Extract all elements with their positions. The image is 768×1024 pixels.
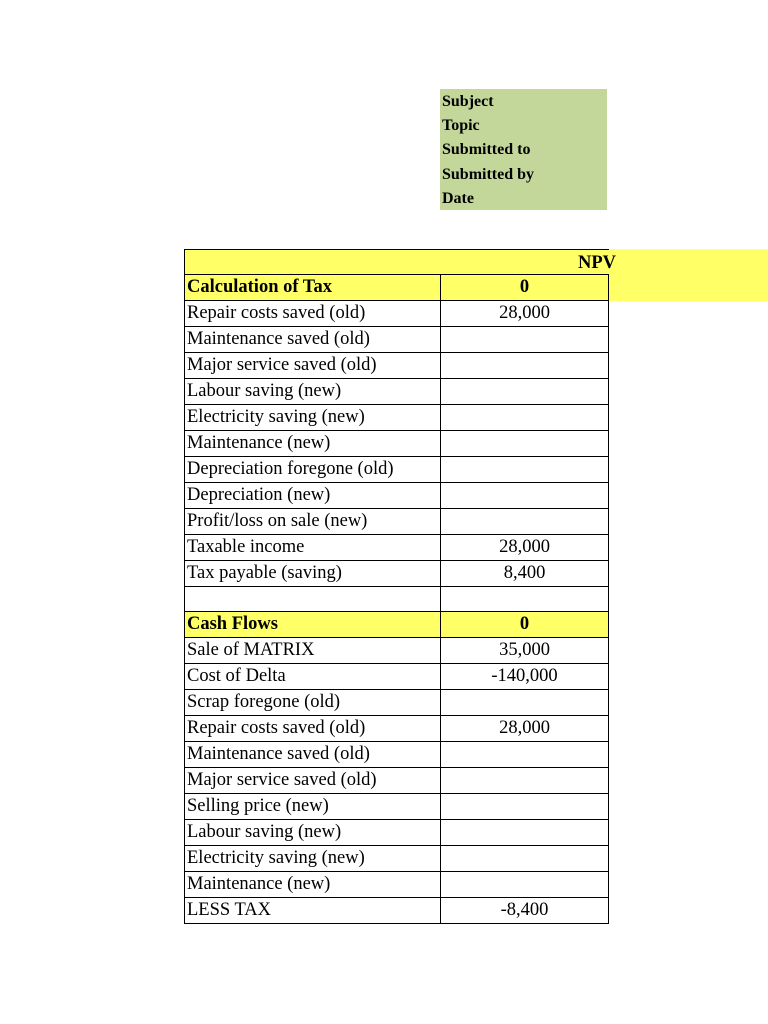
- cash-row: [185, 690, 609, 716]
- cash-row-label[interactable]: Labour saving (new): [185, 820, 441, 846]
- tax-row-value[interactable]: [441, 405, 609, 431]
- tax-row-label[interactable]: Tax payable (saving): [185, 561, 441, 587]
- tax-row-value[interactable]: [441, 353, 609, 379]
- cash-row: [185, 638, 609, 664]
- tax-row: [185, 431, 609, 457]
- cash-row-label[interactable]: Maintenance (new): [185, 872, 441, 898]
- tax-row: [185, 535, 609, 561]
- tax-row: [185, 483, 609, 509]
- cash-row-label[interactable]: Cost of Delta: [185, 664, 441, 690]
- tax-row-label[interactable]: Depreciation foregone (old): [185, 457, 441, 483]
- tax-row-label[interactable]: Repair costs saved (old): [185, 301, 441, 327]
- tax-row: [185, 379, 609, 405]
- tax-row-label[interactable]: Electricity saving (new): [185, 405, 441, 431]
- tax-row-label[interactable]: Major service saved (old): [185, 353, 441, 379]
- tax-row-label[interactable]: [185, 587, 441, 612]
- cash-row-value[interactable]: -8,400: [441, 898, 609, 924]
- tax-row-value[interactable]: [441, 483, 609, 509]
- tax-row-value[interactable]: [441, 379, 609, 405]
- tax-row-label[interactable]: Taxable income: [185, 535, 441, 561]
- tax-row-value[interactable]: [441, 457, 609, 483]
- tax-row-label[interactable]: Labour saving (new): [185, 379, 441, 405]
- cash-row-value[interactable]: [441, 768, 609, 794]
- npv-table: [184, 249, 617, 924]
- cash-row-label[interactable]: Maintenance saved (old): [185, 742, 441, 768]
- tax-row: [185, 561, 609, 587]
- tax-row-label[interactable]: Maintenance (new): [185, 431, 441, 457]
- tax-header-label[interactable]: Calculation of Tax: [185, 275, 441, 301]
- cash-row: [185, 846, 609, 872]
- tax-row: [185, 587, 609, 612]
- cash-row-value[interactable]: [441, 794, 609, 820]
- cash-header: [185, 612, 609, 638]
- npv-title-row: [185, 250, 609, 275]
- cash-row-label[interactable]: Major service saved (old): [185, 768, 441, 794]
- tax-row-label[interactable]: Profit/loss on sale (new): [185, 509, 441, 535]
- cash-row-label[interactable]: Repair costs saved (old): [185, 716, 441, 742]
- tax-row: [185, 301, 609, 327]
- info-subject[interactable]: Subject: [442, 93, 494, 110]
- tax-row: [185, 509, 609, 535]
- cash-row: [185, 664, 609, 690]
- cash-row-value[interactable]: 35,000: [441, 638, 609, 664]
- cash-row: [185, 716, 609, 742]
- cash-row-value[interactable]: [441, 742, 609, 768]
- npv-title: NPV: [578, 253, 617, 273]
- tax-row-value[interactable]: 28,000: [441, 301, 609, 327]
- cash-row-value[interactable]: [441, 872, 609, 898]
- tax-row: [185, 327, 609, 353]
- tax-row-value[interactable]: [441, 587, 609, 612]
- tax-row: [185, 405, 609, 431]
- info-submitted-to[interactable]: Submitted to: [442, 141, 531, 159]
- cash-row: [185, 794, 609, 820]
- cash-row-label[interactable]: LESS TAX: [185, 898, 441, 924]
- info-box: [440, 89, 607, 210]
- info-topic[interactable]: Topic: [442, 117, 480, 135]
- tax-row-value[interactable]: [441, 327, 609, 353]
- tax-row-value[interactable]: 28,000: [441, 535, 609, 561]
- tax-row-value[interactable]: [441, 509, 609, 535]
- cash-header-label[interactable]: Cash Flows: [185, 612, 441, 638]
- cash-row: [185, 768, 609, 794]
- cash-row-value[interactable]: [441, 846, 609, 872]
- tax-row: [185, 457, 609, 483]
- cash-row-value[interactable]: -140,000: [441, 664, 609, 690]
- tax-row: [185, 353, 609, 379]
- cash-row-value[interactable]: 28,000: [441, 716, 609, 742]
- cash-header-year[interactable]: 0: [441, 612, 609, 638]
- tax-row-label[interactable]: Depreciation (new): [185, 483, 441, 509]
- cash-row: [185, 742, 609, 768]
- cash-row-label[interactable]: Scrap foregone (old): [185, 690, 441, 716]
- tax-header: [185, 275, 609, 301]
- cash-row: [185, 872, 609, 898]
- cash-row-label[interactable]: Selling price (new): [185, 794, 441, 820]
- info-date[interactable]: Date: [442, 189, 474, 207]
- tax-row-label[interactable]: Maintenance saved (old): [185, 327, 441, 353]
- cash-row-value[interactable]: [441, 820, 609, 846]
- info-submitted-by[interactable]: Submitted by: [442, 165, 535, 183]
- cash-row-label[interactable]: Sale of MATRIX: [185, 638, 441, 664]
- cash-row: [185, 898, 609, 924]
- tax-row-value[interactable]: [441, 431, 609, 457]
- tax-row-value[interactable]: 8,400: [441, 561, 609, 587]
- tax-header-year[interactable]: 0: [441, 275, 609, 301]
- cash-row: [185, 820, 609, 846]
- cash-row-value[interactable]: [441, 690, 609, 716]
- cash-row-label[interactable]: Electricity saving (new): [185, 846, 441, 872]
